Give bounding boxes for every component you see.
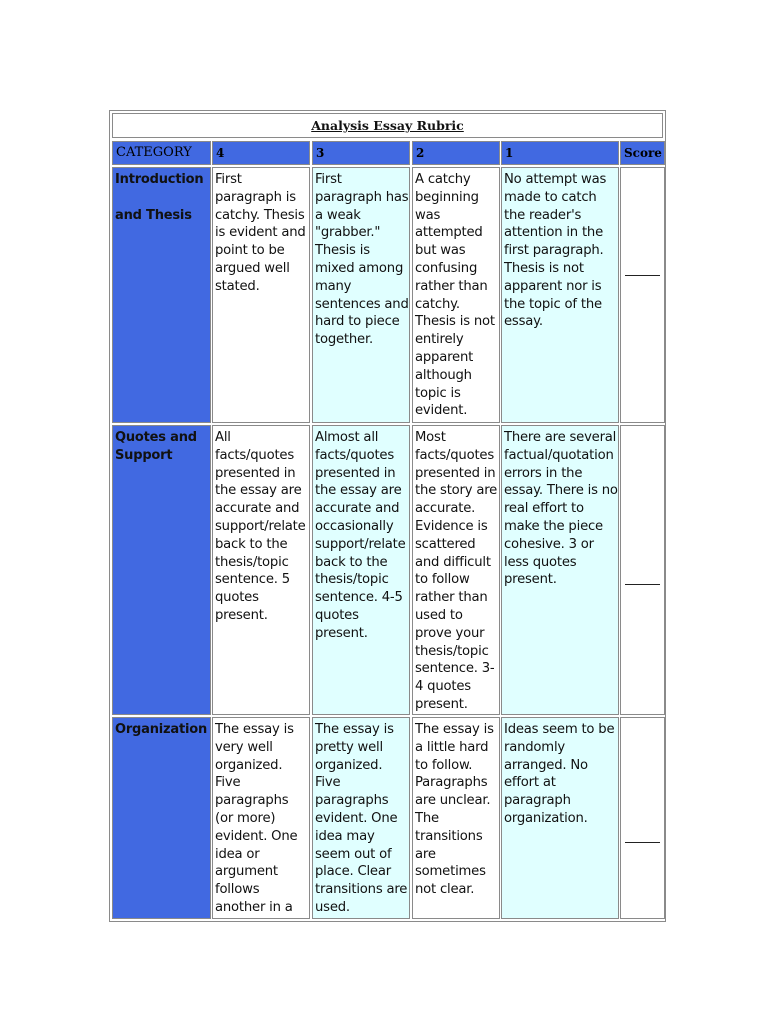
quotes-score-1: There are several factual/quotation errors in the essay. There is no real effort to make the piece cohesive. 3 or less quotes present. (501, 425, 619, 715)
organization-score-4: The essay is very well organized. Five paragraphs (or more) evident. One idea or argument follows another in a (212, 717, 310, 919)
quotes-score-cell[interactable] (620, 425, 665, 715)
organization-score-cell[interactable] (620, 717, 665, 919)
quotes-score-2: Most facts/quotes presented in the story are accurate. Evidence is scattered and difficult to follow rather than used to prove your thesis/topic sentence. 3-4 quotes present. (412, 425, 500, 715)
introduction-score-1: No attempt was made to catch the reader's attention in the first paragraph. Thesis is not apparent nor is the topic of the essay. (501, 167, 619, 423)
quotes-score-4: All facts/quotes presented in the essay are accurate and support/relate back to the thesis/topic sentence. 5 quotes present. (212, 425, 310, 715)
rubric-title (112, 113, 663, 138)
header-category: CATEGORY (112, 141, 211, 165)
header-score: Score (620, 141, 665, 165)
header-2: 2 (412, 141, 500, 165)
organization-score-1: Ideas seem to be randomly arranged. No effort at paragraph organization. (501, 717, 619, 919)
score-blank-line (625, 275, 660, 276)
header-3: 3 (312, 141, 410, 165)
rubric-title-text: Analysis Essay Rubric (311, 118, 464, 133)
rubric-table (109, 110, 666, 922)
introduction-score-cell[interactable] (620, 167, 665, 423)
category-label-line2: and Thesis (115, 207, 192, 223)
introduction-score-2: A catchy beginning was attempted but was confusing rather than catchy. Thesis is not entirely apparent although topic is evident. (412, 167, 500, 423)
organization-score-2: The essay is a little hard to follow. Paragraphs are unclear. The transitions are sometimes not clear. (412, 717, 500, 919)
category-label: Introduction (115, 172, 204, 187)
header-1: 1 (501, 141, 619, 165)
score-blank-line (625, 842, 660, 843)
introduction-score-3: First paragraph has a weak "grabber." Thesis is mixed among many sentences and hard to piece together. (312, 167, 410, 423)
header-4: 4 (212, 141, 310, 165)
category-introduction (112, 167, 211, 423)
category-label: Organization (115, 722, 208, 737)
category-label: Quotes and Support (115, 430, 197, 463)
introduction-score-4: First paragraph is catchy. Thesis is evident and point to be argued well stated. (212, 167, 310, 423)
category-quotes-support (112, 425, 211, 715)
organization-score-3: The essay is pretty well organized. Five paragraphs evident. One idea may seem out of place. Clear transitions are used. (312, 717, 410, 919)
score-blank-line (625, 584, 660, 585)
category-organization (112, 717, 211, 919)
quotes-score-3: Almost all facts/quotes presented in the essay are accurate and occasionally support/relate back to the thesis/topic sentence. 4-5 quotes present. (312, 425, 410, 715)
